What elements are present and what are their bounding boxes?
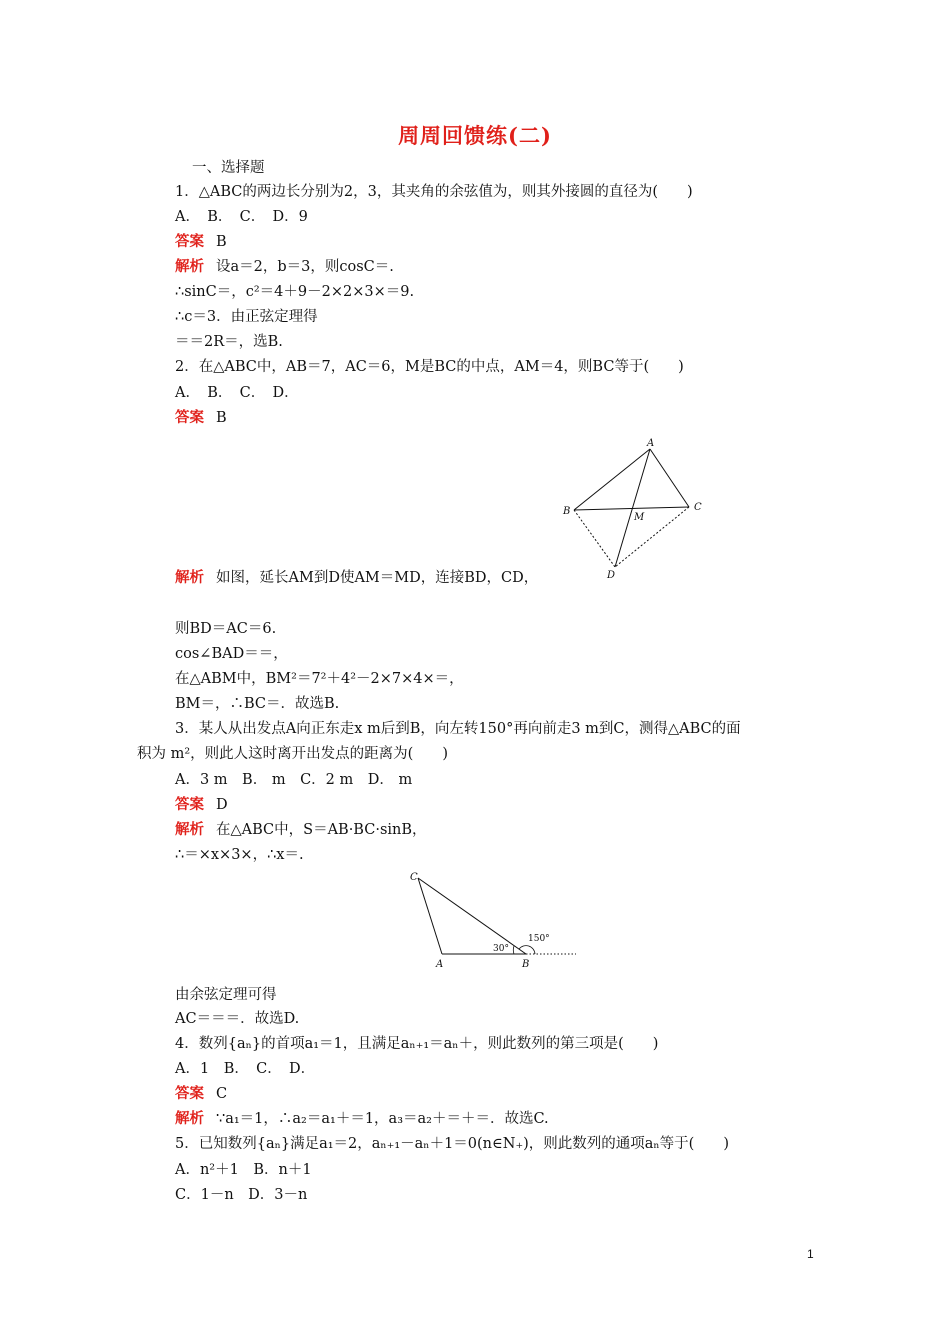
q4-answer: C xyxy=(216,1086,228,1102)
q4-stem: 4．数列{aₙ}的首项a₁＝1，且满足aₙ₊₁＝aₙ＋，则此数列的第三项是( ) xyxy=(175,1036,659,1052)
q2-segment-bd xyxy=(574,510,615,567)
q1-answer-tag: 答案 xyxy=(175,233,204,250)
q3-answer: D xyxy=(216,797,228,813)
q3-analysis-line-1 xyxy=(175,820,427,840)
q1-analysis-4: ＝＝2R＝，选B. xyxy=(175,334,283,350)
q4-options: A．1 B． C． D． xyxy=(175,1061,316,1077)
q1-analysis-3: ∴c＝3．由正弦定理得 xyxy=(175,309,318,325)
q2-segment-cd xyxy=(615,507,689,567)
q2-figure xyxy=(555,432,715,584)
q3-answer-tag: 答案 xyxy=(175,796,204,813)
q2-segment-ac xyxy=(650,449,689,507)
q5-options-1: A．n²＋1 B．n＋1 xyxy=(175,1162,312,1178)
q2-segment-ab xyxy=(574,449,650,510)
q2-label-d: D xyxy=(607,570,616,581)
q1-analysis-1: 设a＝2，b＝3，则cosC＝. xyxy=(216,259,394,275)
q3-label-a: A xyxy=(436,959,444,970)
page-title: 周周回馈练(二) xyxy=(398,123,552,148)
q2-label-c: C xyxy=(694,502,702,513)
q1-stem: 1．△ABC的两边长分别为2，3，其夹角的余弦值为，则其外接圆的直径为( ) xyxy=(175,184,693,200)
q4-analysis-1: ∵a₁＝1，∴a₂＝a₁＋＝1，a₃＝a₂＋＝＋＝．故选C. xyxy=(216,1111,549,1127)
q3-analysis-4: AC＝＝＝．故选D. xyxy=(175,1011,300,1027)
q5-stem: 5．已知数列{aₙ}满足a₁＝2，aₙ₊₁－aₙ＋1＝0(n∈N₊)，则此数列的通项aₙ等于( ) xyxy=(175,1136,729,1152)
q2-analysis-tag: 解析 xyxy=(175,569,204,586)
q2-segment-bc xyxy=(574,507,689,510)
q3-label-b: B xyxy=(522,959,530,970)
q3-stem-2: 积为 m²，则此人这时离开出发点的距离为( ) xyxy=(137,746,448,762)
page-number: 1 xyxy=(807,1247,814,1261)
q1-analysis-2: ∴sinC＝，c²＝4＋9－2×2×3×＝9. xyxy=(175,284,415,300)
q2-analysis-3: cos∠BAD＝＝， xyxy=(175,646,288,662)
q2-analysis-2: 则BD＝AC＝6. xyxy=(175,621,277,637)
q3-label-angle-150: 150° xyxy=(528,934,550,944)
q3-analysis-1: 在△ABC中，S＝AB·BC·sinB， xyxy=(216,822,427,838)
q3-analysis-2: ∴＝×x×3×，∴x＝. xyxy=(175,847,304,863)
q2-analysis-1: 如图，延长AM到D使AM＝MD，连接BD，CD， xyxy=(216,570,539,586)
q3-analysis-tag: 解析 xyxy=(175,821,204,838)
q2-answer: B xyxy=(216,410,227,426)
q3-answer-line xyxy=(175,795,228,815)
q4-analysis-line-1 xyxy=(175,1109,549,1129)
q2-analysis-5: BM＝，∴BC＝．故选B. xyxy=(175,696,340,712)
q4-answer-line xyxy=(175,1084,227,1104)
q3-segment-cb xyxy=(418,878,526,954)
q5-options-2: C．1－n D．3－n xyxy=(175,1187,308,1203)
q1-answer: B xyxy=(216,234,227,250)
q2-answer-tag: 答案 xyxy=(175,409,204,426)
q2-analysis-4: 在△ABM中，BM²＝7²＋4²－2×7×4×＝， xyxy=(175,671,464,687)
q1-analysis-line-1 xyxy=(175,257,394,277)
q2-label-b: B xyxy=(563,506,571,517)
q1-analysis-tag: 解析 xyxy=(175,258,204,275)
q3-angle-150-arc xyxy=(519,946,535,954)
q2-options: A． B． C． D． xyxy=(175,385,299,401)
q3-figure xyxy=(402,868,582,972)
q3-stem-1: 3．某人从出发点A向正东走x m后到B，向左转150°再向前走3 m到C，测得△ABC的面 xyxy=(175,721,741,737)
q2-label-a: A xyxy=(647,438,655,449)
q3-label-angle-30: 30° xyxy=(493,944,509,954)
q3-angle-30-arc xyxy=(513,946,514,954)
q1-options: A． B． C． D．9 xyxy=(175,209,308,225)
q2-analysis-line-1 xyxy=(175,568,538,588)
section-heading: 一、选择题 xyxy=(192,160,265,176)
q4-analysis-tag: 解析 xyxy=(175,1110,204,1127)
q2-label-m: M xyxy=(634,512,645,523)
q3-options: A．3 m B． m C．2 m D． m xyxy=(175,772,413,788)
q3-analysis-3: 由余弦定理可得 xyxy=(175,987,277,1003)
q3-label-c: C xyxy=(410,872,418,883)
q3-segment-ca xyxy=(418,878,442,954)
q2-stem: 2．在△ABC中，AB＝7，AC＝6，M是BC的中点，AM＝4，则BC等于( ) xyxy=(175,359,684,375)
q4-answer-tag: 答案 xyxy=(175,1085,204,1102)
q1-answer-line xyxy=(175,232,227,252)
q2-answer-line xyxy=(175,408,227,428)
